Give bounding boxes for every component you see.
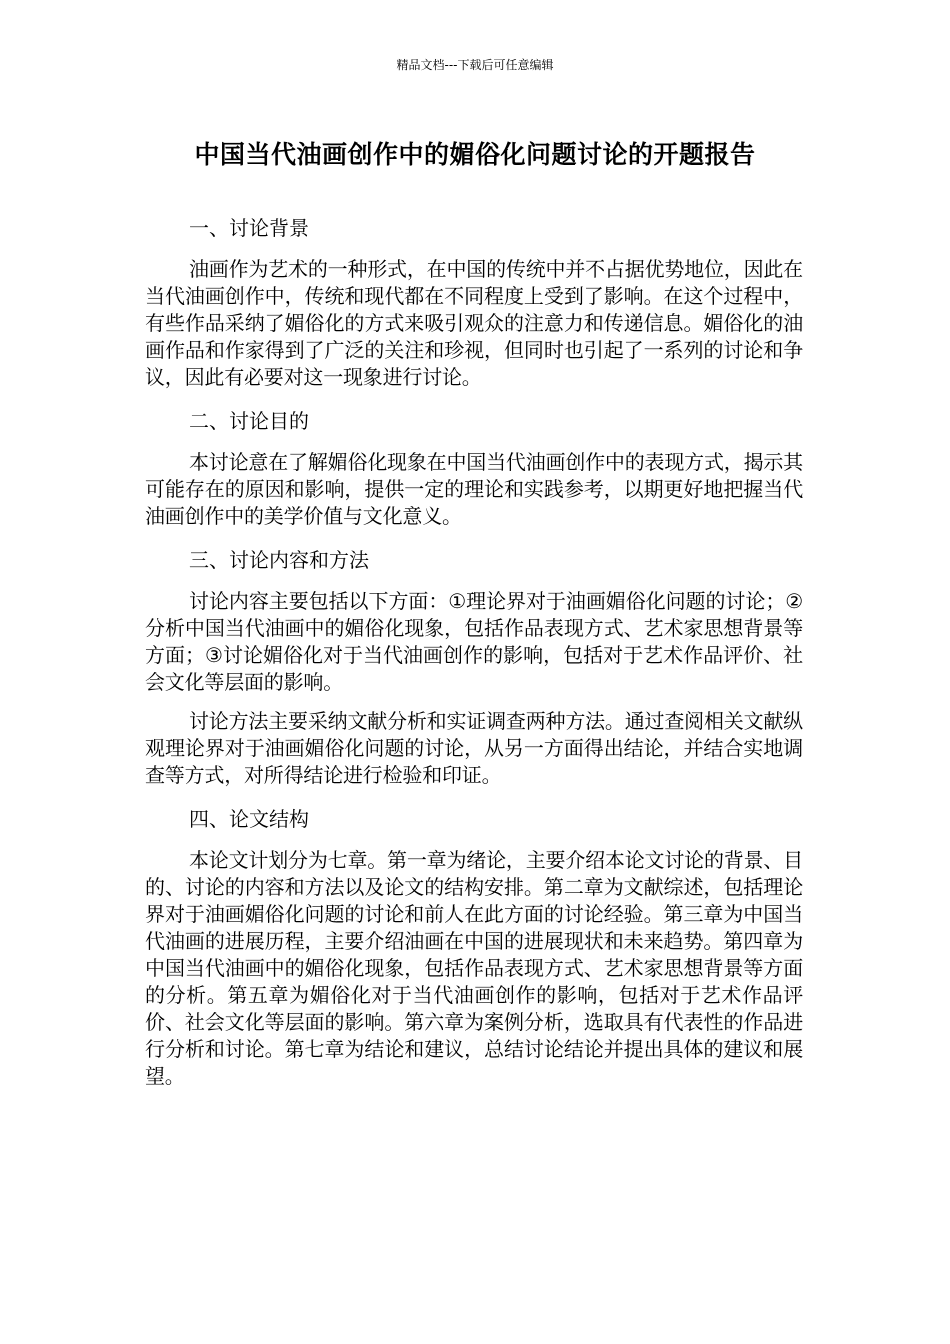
paragraph: 本论文计划分为七章。第一章为绪论，主要介绍本论文讨论的背景、目的、讨论的内容和方法以及论文的结构安排。第二章为文献综述，包括理论界对于油画媚俗化问题的讨论和前人在此方面的讨论经验。第三章为中国当代油画的进展历程，主要介绍油画在中国的进展现状和未来趋势。第四章为中国当代油画中的媚俗化现象，包括作品表现方式、艺术家思想背景等方面的分析。第五章为媚俗化对于当代油画创作的影响，包括对于艺术作品评价、社会文化等层面的影响。第六章为案例分析，选取具有代表性的作品进行分析和讨论。第七章为结论和建议，总结讨论结论并提出具体的建议和展望。 xyxy=(145,848,803,1088)
paragraph: 本讨论意在了解媚俗化现象在中国当代油画创作中的表现方式，揭示其可能存在的原因和影响，提供一定的理论和实践参考，以期更好地把握当代油画创作中的美学价值与文化意义。 xyxy=(145,450,803,528)
paragraph: 油画作为艺术的一种形式，在中国的传统中并不占据优势地位，因此在当代油画创作中，传统和现代都在不同程度上受到了影响。在这个过程中，有些作品采纳了媚俗化的方式来吸引观众的注意力和传递信息。媚俗化的油画作品和作家得到了广泛的关注和珍视，但同时也引起了一系列的讨论和争议，因此有必要对这一现象进行讨论。 xyxy=(145,257,803,389)
paragraph: 讨论方法主要采纳文献分析和实证调查两种方法。通过查阅相关文献纵观理论界对于油画媚俗化问题的讨论，从另一方面得出结论，并结合实地调查等方式，对所得结论进行检验和印证。 xyxy=(145,709,803,787)
section-heading: 三、讨论内容和方法 xyxy=(189,548,369,572)
section-heading: 四、论文结构 xyxy=(189,807,309,831)
section-heading: 二、讨论目的 xyxy=(189,409,309,433)
section-content-methods xyxy=(145,542,803,789)
section-structure xyxy=(145,801,803,1090)
section-purpose xyxy=(145,403,803,530)
document-body xyxy=(145,210,803,1102)
paragraph: 讨论内容主要包括以下方面：①理论界对于油画媚俗化问题的讨论；②分析中国当代油画中的媚俗化现象，包括作品表现方式、艺术家思想背景等方面；③讨论媚俗化对于当代油画创作的影响，包括对于艺术作品评价、社会文化等层面的影响。 xyxy=(145,589,803,694)
section-background xyxy=(145,210,803,391)
header-note: 精品文档---下载后可任意编辑 xyxy=(396,58,554,72)
document-title: 中国当代油画创作中的媚俗化问题讨论的开题报告 xyxy=(194,140,756,169)
section-heading: 一、讨论背景 xyxy=(189,216,309,240)
